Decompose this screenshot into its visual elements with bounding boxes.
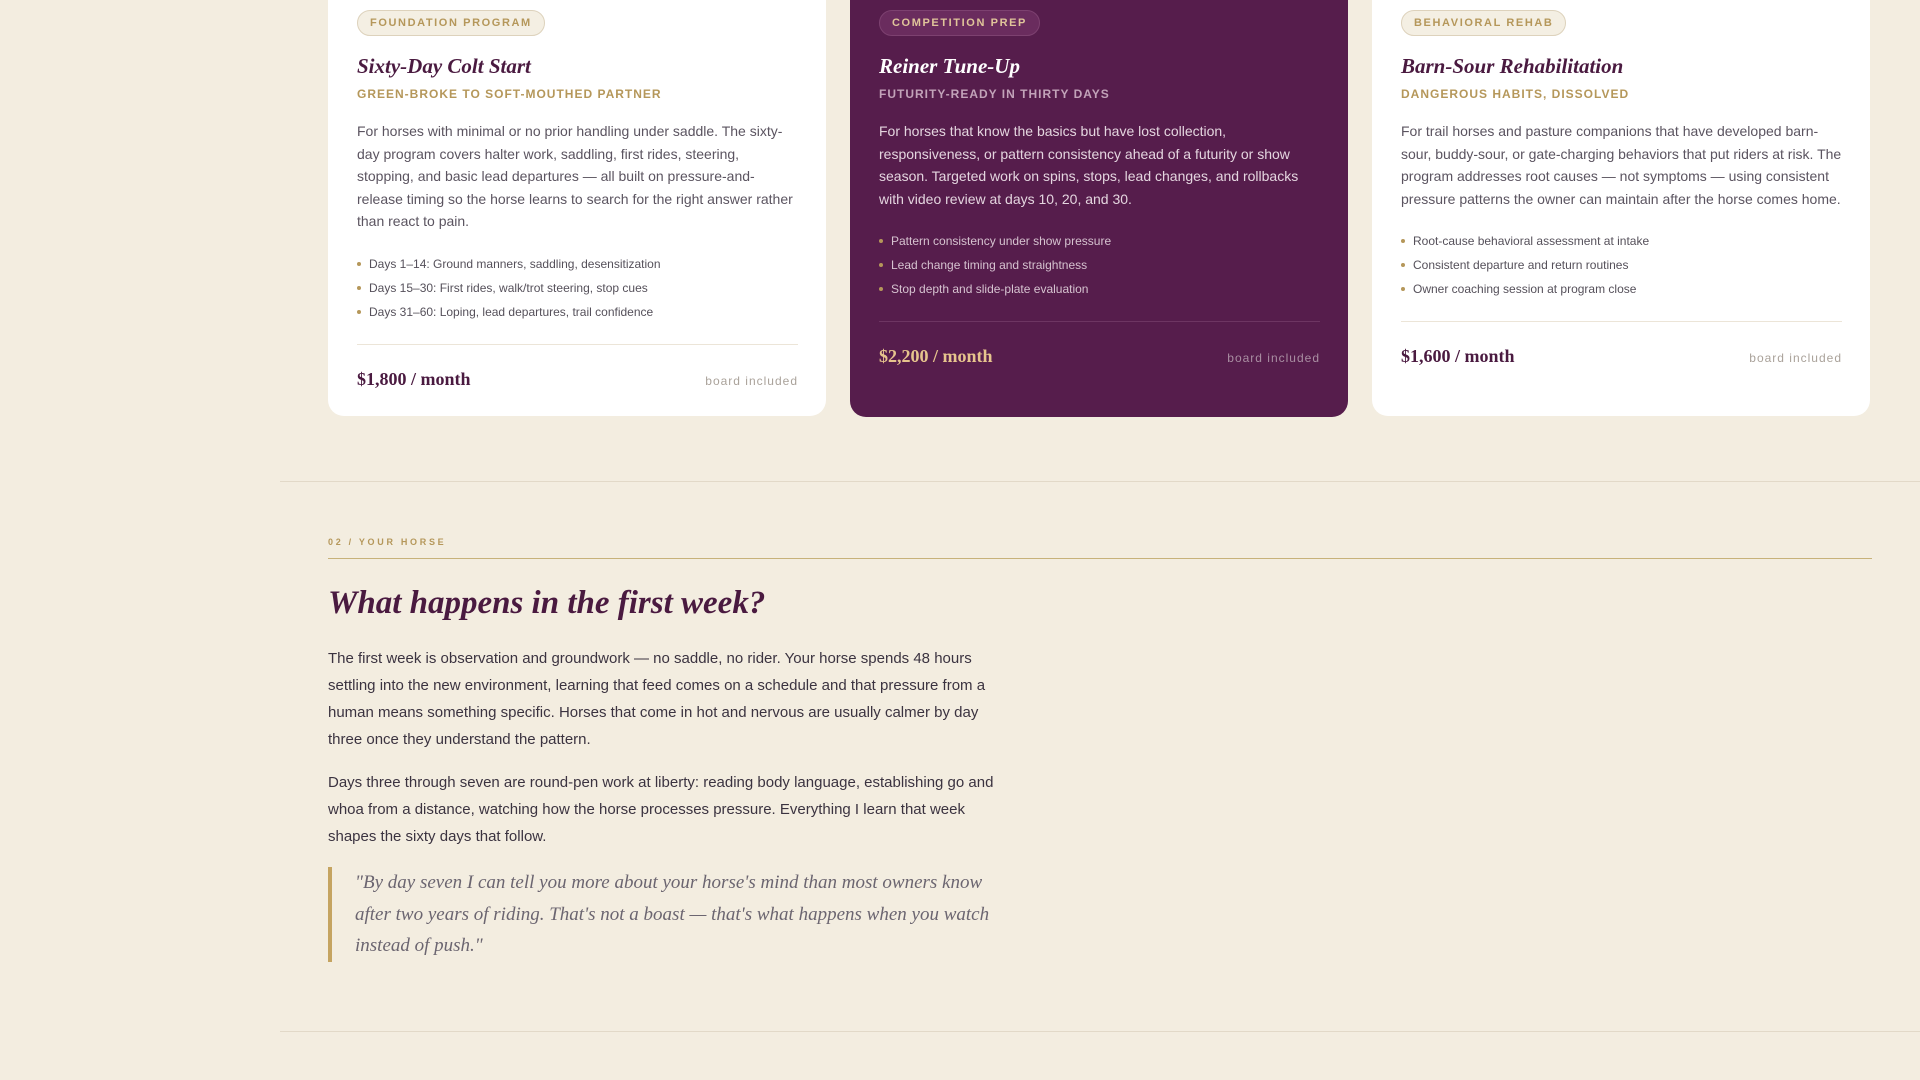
program-badge: COMPETITION PREP xyxy=(879,10,1040,36)
program-feature-list xyxy=(879,229,1320,301)
program-description: For horses that know the basics but have lost collection, responsiveness, or pattern consistency ahead of a futurity or show season. Targeted work on spins, stops, lead changes, and rollbacks with video review at days 10, 20, and 30. xyxy=(879,123,1299,207)
pull-quote: "By day seven I can tell you more about your horse's mind than most owners know after two years of riding. That's not a boast — that's what happens when you watch instead of push." xyxy=(328,867,998,962)
program-cards xyxy=(328,0,1872,417)
section-eyebrow: 02 / YOUR HORSE xyxy=(328,537,1872,559)
section-divider xyxy=(280,481,1920,482)
program-footer xyxy=(879,321,1320,367)
board-note: board included xyxy=(1227,351,1320,366)
program-feature-item: Owner coaching session at program close xyxy=(1401,277,1842,301)
program-badge: FOUNDATION PROGRAM xyxy=(357,10,545,36)
program-subtitle: FUTURITY-READY IN THIRTY DAYS xyxy=(879,87,1110,101)
program-feature-item: Days 15–30: First rides, walk/trot steering, stop cues xyxy=(357,276,798,300)
program-price: $1,800 / month xyxy=(357,368,471,389)
program-feature-item: Root-cause behavioral assessment at intake xyxy=(1401,229,1842,253)
program-title: Barn-Sour Rehabilitation xyxy=(1401,54,1624,78)
program-card-colt-start[interactable] xyxy=(328,0,826,416)
program-feature-item: Days 1–14: Ground manners, saddling, desensitization xyxy=(357,252,798,276)
program-title: Sixty-Day Colt Start xyxy=(357,54,531,78)
program-feature-item: Consistent departure and return routines xyxy=(1401,253,1842,277)
program-description: For horses with minimal or no prior handling under saddle. The sixty-day program covers halter work, saddling, first rides, steering, stopping, and basic lead departures — all built on pressure-and-release timing so the horse learns to search for the right answer rather than react to pain. xyxy=(357,123,793,230)
program-subtitle: GREEN-BROKE TO SOFT-MOUTHED PARTNER xyxy=(357,87,662,101)
program-price: $2,200 / month xyxy=(879,346,993,367)
board-note: board included xyxy=(705,373,798,388)
program-feature-item: Days 31–60: Loping, lead departures, trail confidence xyxy=(357,300,798,324)
program-feature-list xyxy=(1401,229,1842,301)
program-footer xyxy=(357,344,798,390)
program-subtitle: DANGEROUS HABITS, DISSOLVED xyxy=(1401,87,1630,101)
section-paragraph: The first week is observation and groundwork — no saddle, no rider. Your horse spends 48 hours settling into the new environment, learning that feed comes on a schedule and that pressure from a human means something specific. Horses that come in hot and nervous are usually calmer by day three once they understand the pattern. xyxy=(328,650,986,748)
program-feature-list xyxy=(357,252,798,324)
program-price: $1,600 / month xyxy=(1401,346,1515,367)
program-feature-item: Lead change timing and straightness xyxy=(879,253,1320,277)
section-paragraph: Days three through seven are round-pen work at liberty: reading body language, establishing go and whoa from a distance, watching how the horse processes pressure. Everything I learn that week shapes the sixty days that follow. xyxy=(328,774,994,845)
program-card-reiner-tune-up[interactable] xyxy=(850,0,1348,417)
program-footer xyxy=(1401,321,1842,367)
program-badge: BEHAVIORAL REHAB xyxy=(1401,10,1566,36)
program-title: Reiner Tune-Up xyxy=(879,54,1020,78)
program-feature-item: Pattern consistency under show pressure xyxy=(879,229,1320,253)
program-feature-item: Stop depth and slide-plate evaluation xyxy=(879,277,1320,301)
program-card-barn-sour-rehab[interactable] xyxy=(1372,0,1870,416)
program-description: For trail horses and pasture companions that have developed barn-sour, buddy-sour, or gate-charging behaviors that put riders at risk. The program addresses root causes — not symptoms — using consistent pressure patterns the owner can maintain after the horse comes home. xyxy=(1401,123,1842,207)
first-week-section xyxy=(328,537,1872,962)
section-heading: What happens in the first week? xyxy=(328,585,766,621)
section-divider xyxy=(280,1031,1920,1032)
board-note: board included xyxy=(1749,351,1842,366)
